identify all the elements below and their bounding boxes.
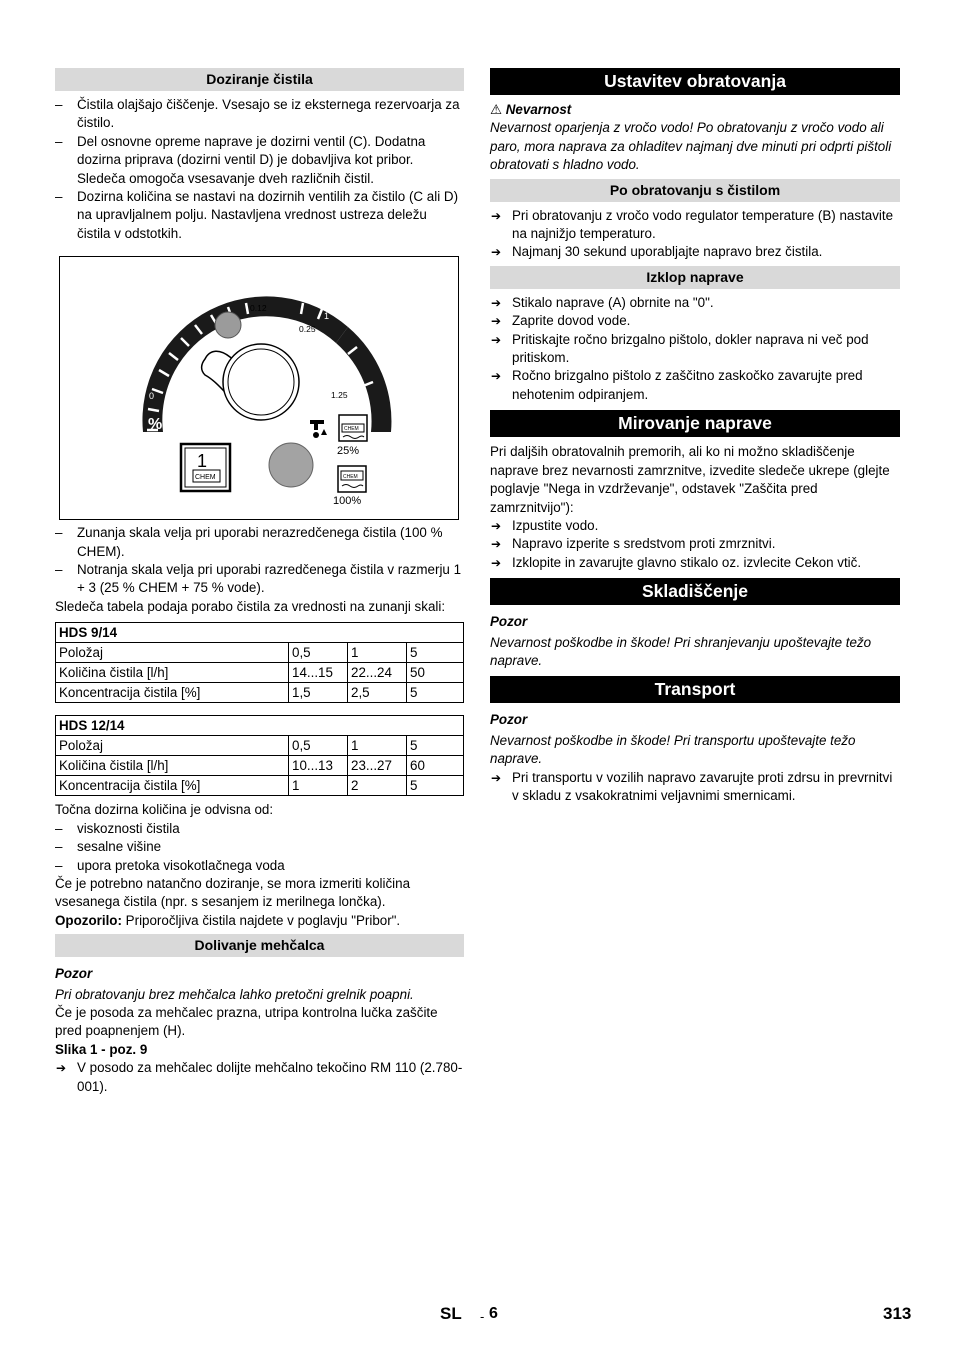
pozor-label: Pozor <box>55 966 93 982</box>
section-title-izklop: Izklop naprave <box>490 266 900 289</box>
indicator-dot <box>215 312 241 338</box>
table-row: Količina čistila [l/h] 10...13 23...27 60 <box>56 756 464 776</box>
chem-100-label: CHEM <box>343 474 358 481</box>
precise-text: Če je potrebno natančno doziranje, se mora izmeriti količina vsesanega čistila (npr. s sesanjem iz merilnega lončka). <box>55 875 411 910</box>
list-item: – upora pretoka visokotlačnega voda <box>55 857 464 875</box>
list-item: ➔ Izklopite in zavarujte glavno stikalo oz. izvlecite Cekon vtič. <box>490 554 900 572</box>
table-intro: Sledeča tabela podaja porabo čistila za vrednosti na zunanji skali: <box>55 598 446 614</box>
list-item: ➔ Izpustite vodo. <box>490 517 900 535</box>
label-25: 25% <box>337 445 360 458</box>
right-column <box>490 68 900 805</box>
list-item: – Dozirna količina se nastavi na dozirnih ventilih za čistilo (C ali D) na upravljalnem polju. Nastavljena vrednost ustreza deležu čistila v odstotkih. <box>55 188 464 243</box>
transport-pozor-text: Nevarnost poškodbe in škode! Pri transportu upoštevajte težo naprave. <box>490 732 856 767</box>
dosing-dial-figure <box>59 256 459 520</box>
chem-25-icon <box>339 415 367 441</box>
section-title-transport: Transport <box>490 676 900 703</box>
section-title-dolivanje: Dolivanje mehčalca <box>55 934 464 957</box>
consumption-table-hds-9-14 <box>55 622 464 703</box>
percent-label: % <box>148 416 163 434</box>
table-row: Koncentracija čistila [%] 1 2 5 <box>56 776 464 796</box>
inner-tick-label: 1.25 <box>331 390 348 401</box>
dosing-knob <box>223 344 299 420</box>
list-item: ➔ Pritiskajte ročno brizgalno pištolo, dokler naprava ni več pod pritiskom. <box>490 331 900 368</box>
chem-icon-label: CHEM <box>195 474 216 482</box>
table-title: HDS 9/14 <box>56 623 464 643</box>
table-row: Položaj 0,5 1 5 <box>56 736 464 756</box>
list-item: – Čistila olajšajo čiščenje. Vsesajo se iz eksternega rezervoarja za čistilo. <box>55 96 464 133</box>
footer-separator: - <box>480 1309 485 1324</box>
chem-icon-number: 1 <box>197 451 208 472</box>
outer-tick-label: 0.5 <box>253 285 266 296</box>
mirovanje-text: Pri daljših obratovalnih premorih, ali ko ni možno skladiščenje naprave brez nevarnosti zamrznitve, izvedite sledeče ukrepe (glejte poglavje "Nega in vzdrževanje", odstavek "Zaščita pred zamrznitvijo"): <box>490 444 890 515</box>
outer-tick-label: 5 <box>360 391 366 402</box>
pozor-text: Pri obratovanju brez mehčalca lahko pretočni grelnik poapni. <box>55 986 414 1002</box>
list-item: ➔ Stikalo naprave (A) obrnite na "0". <box>490 294 900 312</box>
gray-button <box>269 443 313 487</box>
list-item: ➔ Zaprite dovod vode. <box>490 312 900 330</box>
list-item: ➔ Ročno brizgalno pištolo z zaščitno zaskočko zavarujte pred nehotenim odpiranjem. <box>490 367 900 404</box>
footer-page-number: 313 <box>883 1304 912 1323</box>
skladiscenje-text: Nevarnost poškodbe in škode! Pri shranjevanju upoštevajte težo naprave. <box>490 634 872 668</box>
chem-icon <box>181 444 230 491</box>
list-item: ➔ V posodo za mehčalec dolijte mehčalno tekočino RM 110 (2.780-001). <box>55 1059 464 1096</box>
list-item: – viskoznosti čistila <box>55 820 464 838</box>
left-column <box>55 68 464 1096</box>
section-title-mirovanje: Mirovanje naprave <box>490 410 900 437</box>
inner-tick-label: 0.12 <box>250 303 267 314</box>
outer-tick-label: 1 <box>324 311 330 322</box>
note-text: Priporočljiva čistila najdete v poglavju "Pribor". <box>121 912 401 928</box>
footer-language: SL <box>440 1304 462 1323</box>
danger-heading: ⚠ Nevarnost <box>490 102 572 117</box>
chem-100-icon <box>338 466 366 492</box>
list-item: – Zunanja skala velja pri uporabi nerazredčenega čistila (100 % CHEM). <box>55 524 464 561</box>
list-item: ➔ Napravo izperite s sredstvom proti zmrznitvi. <box>490 535 900 553</box>
depends-intro: Točna dozirna količina je odvisna od: <box>55 802 274 818</box>
pozor-label: Pozor <box>490 614 528 630</box>
table-row: Položaj 0,5 1 5 <box>56 643 464 663</box>
pozor-label: Pozor <box>490 712 528 728</box>
dosing-dial-svg <box>60 257 458 519</box>
list-item: ➔ Pri obratovanju z vročo vodo regulator temperature (B) nastavite na najnižjo temperaturo. <box>490 207 900 244</box>
note-paragraph <box>55 912 464 930</box>
section-title-po-obratovanju: Po obratovanju s čistilom <box>490 179 900 202</box>
list-item: – Notranja skala velja pri uporabi razredčenega čistila v razmerju 1 + 3 (25 % CHEM + 75 % vode). <box>55 561 464 598</box>
warning-triangle-icon: ⚠ <box>490 102 503 117</box>
list-item: ➔ Pri transportu v vozilih napravo zavarujte proti zdrsu in prevrnitvi v skladu z vsakokratnimi veljavnimi smernicami. <box>490 769 900 806</box>
note-label: Opozorilo: <box>55 912 122 928</box>
outer-tick-label: 0 <box>149 391 155 402</box>
section-title-doziranje: Doziranje čistila <box>55 68 464 91</box>
list-item: – Del osnovne opreme naprave je dozirni ventil (C). Dodatna dozirna priprava (dozirni ventil D) je dobavljiva kot pribor. Sledeča omogoča vsesavanje dveh različnih čistil. <box>55 133 464 188</box>
list-item: – sesalne višine <box>55 838 464 856</box>
figure-reference: Slika 1 - poz. 9 <box>55 1041 148 1057</box>
table-title: HDS 12/14 <box>56 716 464 736</box>
water-tap-icon <box>304 417 332 441</box>
consumption-table-hds-12-14 <box>55 715 464 796</box>
inner-tick-label: 0.25 <box>299 324 316 335</box>
table-row: Koncentracija čistila [%] 1,5 2,5 5 <box>56 683 464 703</box>
chem-25-label: CHEM <box>344 426 359 433</box>
danger-text: Nevarnost oparjenja z vročo vodo! Po obratovanju z vročo vodo ali paro, mora naprava za ohladitev najmanj dve minuti pri odprti pištoli obratovati s hladno vodo. <box>490 120 892 173</box>
label-100: 100% <box>333 495 362 508</box>
section-title-skladiscenje: Skladiščenje <box>490 578 900 605</box>
section-title-ustavitev: Ustavitev obratovanja <box>490 68 900 95</box>
table-row: Količina čistila [l/h] 14...15 22...24 50 <box>56 663 464 683</box>
footer-local-page: 6 <box>489 1305 498 1322</box>
list-item: ➔ Najmanj 30 sekund uporabljajte napravo brez čistila. <box>490 243 900 261</box>
empty-text: Če je posoda za mehčalec prazna, utripa kontrolna lučka zaščite pred poapnenjem (H). <box>55 1004 438 1039</box>
